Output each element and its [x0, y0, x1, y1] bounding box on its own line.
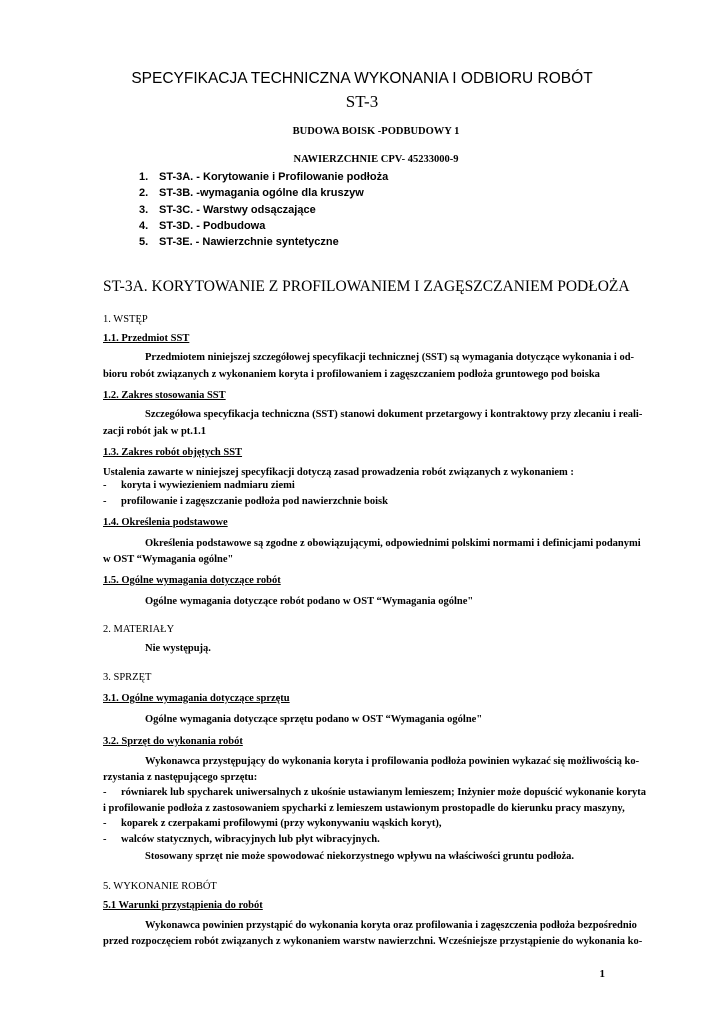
- toc-item-number: 2.: [139, 187, 149, 199]
- paragraph-line: Przedmiotem niniejszej szczegółowej specyfikacji technicznej (SST) są wymagania dotyczące wykonania i od-: [145, 352, 635, 363]
- page-number: 1: [599, 968, 605, 980]
- paragraph-line: Ogólne wymagania dotyczące robót podano w OST “Wymagania ogólne": [145, 596, 474, 607]
- paragraph-line: Szczegółowa specyfikacja techniczna (SST) stanowi dokument przetargowy i kontraktowy przy zlecaniu i reali-: [145, 409, 643, 420]
- toc-item: [139, 236, 339, 248]
- section-heading: 5. WYKONANIE ROBÓT: [103, 881, 217, 892]
- subsection-heading: 1.4. Określenia podstawowe: [103, 517, 228, 528]
- toc-item-text: ST-3D. - Podbudowa: [159, 220, 266, 232]
- toc-item-text: ST-3C. - Warstwy odsączające: [159, 204, 316, 216]
- toc-item: [139, 204, 316, 216]
- toc-item-text: ST-3A. - Korytowanie i Profilowanie podłoża: [159, 171, 389, 183]
- subsection-heading: 1.5. Ogólne wymagania dotyczące robót: [103, 575, 281, 586]
- toc-item-number: 1.: [139, 171, 149, 183]
- bullet-dash: -: [103, 480, 107, 491]
- paragraph-line: Ogólne wymagania dotyczące sprzętu podano w OST “Wymagania ogólne": [145, 714, 483, 725]
- bullet-dash: -: [103, 834, 107, 845]
- subtitle-1: BUDOWA BOISK -PODBUDOWY 1: [292, 126, 460, 137]
- bullet-item: [103, 787, 646, 798]
- bullet-text: równiarek lub spycharek uniwersalnych z ukośnie ustawianym lemieszem; Inżynier może dopuścić wykonanie koryta: [121, 787, 647, 798]
- bullet-item: [103, 834, 380, 845]
- toc-item: [139, 171, 388, 183]
- paragraph-line: w OST “Wymagania ogólne": [103, 554, 234, 565]
- bullet-dash: -: [103, 787, 107, 798]
- document-code: ST-3: [345, 92, 379, 111]
- paragraph-line: Stosowany sprzęt nie może spowodować niekorzystnego wpływu na właściwości gruntu podłoża.: [145, 851, 575, 862]
- paragraph-line: Ustalenia zawarte w niniejszej specyfikacji dotyczą zasad prowadzenia robót związanych z wykonaniem :: [103, 467, 574, 478]
- toc-item-text: ST-3B. -wymagania ogólne dla kruszyw: [159, 187, 364, 199]
- bullet-text: walców statycznych, wibracyjnych lub płyt wibracyjnych.: [121, 834, 380, 845]
- subsection-heading: 1.1. Przedmiot SST: [103, 333, 190, 344]
- bullet-text: profilowanie i zagęszczanie podłoża pod nawierzchnie boisk: [121, 496, 388, 507]
- subsection-heading: 1.3. Zakres robót objętych SST: [103, 447, 243, 458]
- bullet-dash: -: [103, 496, 107, 507]
- section-heading: 2. MATERIAŁY: [103, 624, 175, 635]
- paragraph-line: Wykonawca przystępujący do wykonania koryta i profilowania podłoża powinien wykazać się możliwością ko-: [145, 756, 640, 767]
- bullet-dash: -: [103, 818, 107, 829]
- section-heading: 1. WSTĘP: [103, 314, 148, 325]
- paragraph-line: Określenia podstawowe są zgodne z obowiązującymi, odpowiednimi polskimi normami i definicjami podanymi: [145, 538, 641, 549]
- paragraph-line: rzystania z następującego sprzętu:: [103, 772, 258, 783]
- bullet-item: [103, 496, 388, 507]
- toc-item-number: 5.: [139, 236, 149, 248]
- paragraph-line: Nie występują.: [145, 643, 211, 654]
- subsection-heading: 1.2. Zakres stosowania SST: [103, 390, 226, 401]
- paragraph-line: Wykonawca powinien przystąpić do wykonania koryta oraz profilowania i zagęszczenia podłoża bezpośrednio: [145, 920, 637, 931]
- bullet-text: koparek z czerpakami profilowymi (przy wykonywaniu wąskich koryt),: [121, 818, 442, 829]
- subsection-heading: 3.1. Ogólne wymagania dotyczące sprzętu: [103, 693, 290, 704]
- document-title: SPECYFIKACJA TECHNICZNA WYKONANIA I ODBIORU ROBÓT: [131, 70, 593, 87]
- paragraph-line: bioru robót związanych z wykonaniem koryta i profilowaniem i zagęszczaniem podłoża gruntowego pod boiska: [103, 369, 600, 380]
- subsection-heading: 5.1 Warunki przystąpienia do robót: [103, 900, 263, 911]
- paragraph-line: zacji robót jak w pt.1.1: [103, 426, 207, 437]
- subtitle-2: NAWIERZCHNIE CPV- 45233000-9: [293, 154, 459, 165]
- section-title: ST-3A. KORYTOWANIE Z PROFILOWANIEM I ZAGĘSZCZANIEM PODŁOŻA: [103, 278, 630, 295]
- bullet-item: [103, 480, 295, 491]
- paragraph-line: i profilowanie podłoża z zastosowaniem spycharki z lemieszem ustawionym prostopadle do kierunku pracy maszyny,: [103, 803, 625, 814]
- toc-item: [139, 187, 364, 199]
- toc-item-number: 4.: [139, 220, 149, 232]
- subsection-heading: 3.2. Sprzęt do wykonania robót: [103, 736, 243, 747]
- bullet-item: [103, 818, 441, 829]
- section-heading: 3. SPRZĘT: [103, 672, 152, 683]
- toc-item-text: ST-3E. - Nawierzchnie syntetyczne: [159, 236, 339, 248]
- bullet-text: koryta i wywiezieniem nadmiaru ziemi: [121, 480, 295, 491]
- toc-item: [139, 220, 265, 232]
- toc-item-number: 3.: [139, 204, 149, 216]
- paragraph-line: przed rozpoczęciem robót związanych z wykonaniem warstw nawierzchni. Wcześniejsze przystąpienie do wykonania ko-: [103, 936, 643, 947]
